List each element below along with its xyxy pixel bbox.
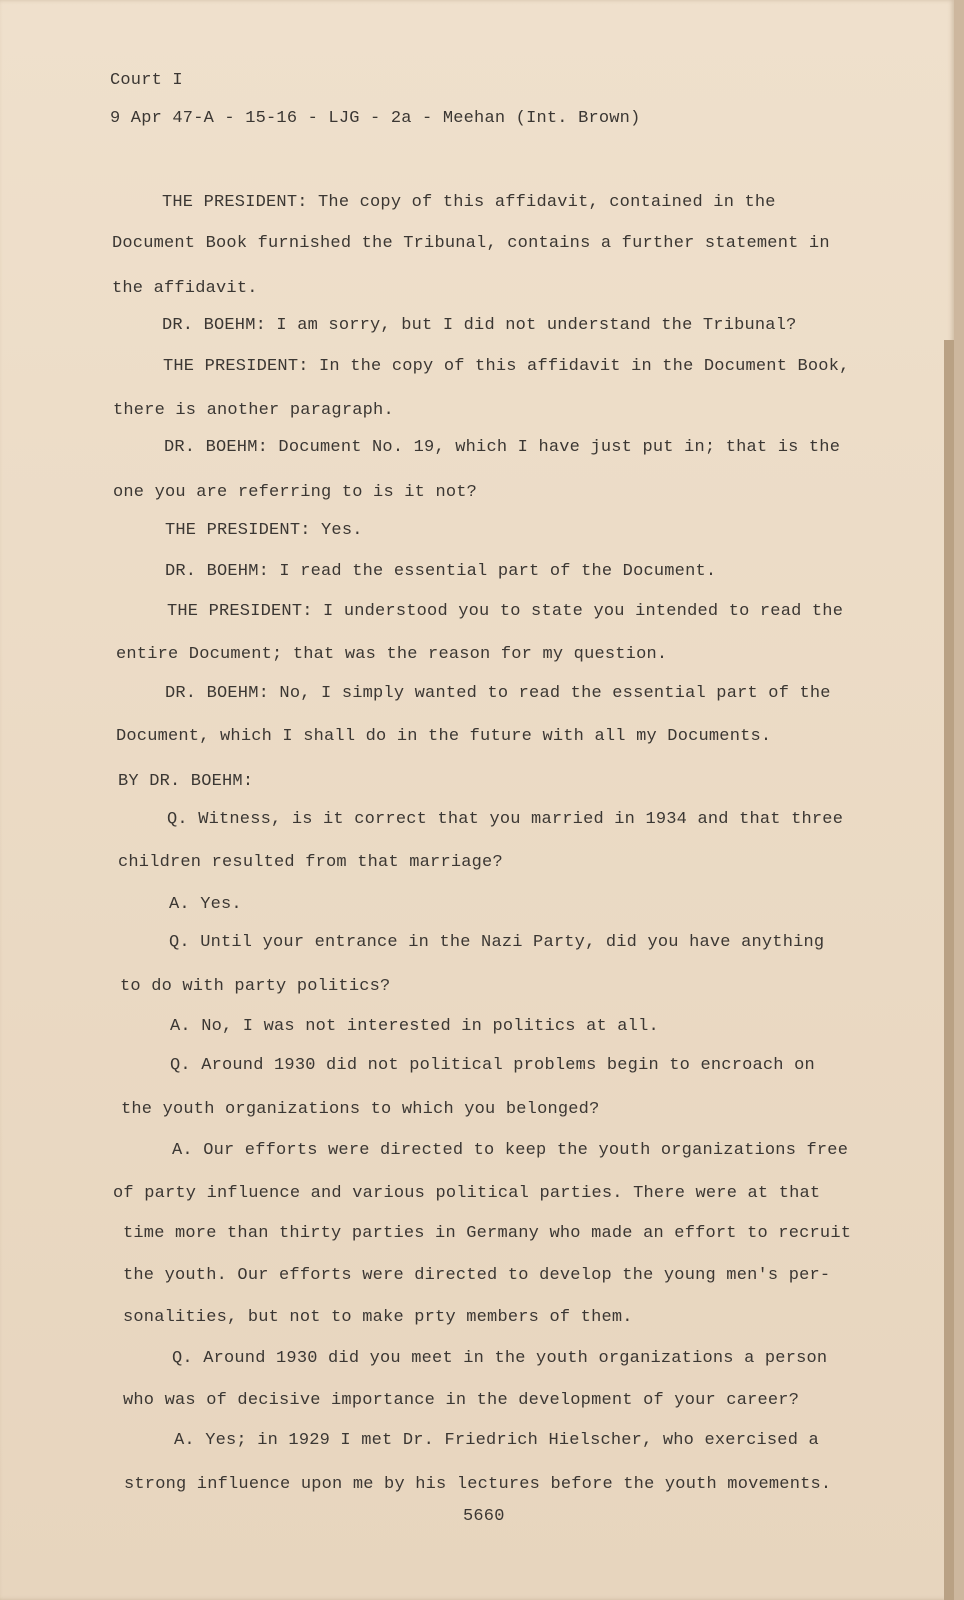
text-line: sonalities, but not to make prty members of them.: [123, 1308, 633, 1327]
text-line: THE PRESIDENT: Yes.: [165, 521, 363, 540]
text-line: THE PRESIDENT: I understood you to state you intended to read the: [167, 602, 844, 621]
text-line: there is another paragraph.: [113, 401, 394, 420]
text-line: A. Yes; in 1929 I met Dr. Friedrich Hielscher, who exercised a: [174, 1431, 819, 1450]
text-line: the youth organizations to which you belonged?: [121, 1100, 600, 1119]
text-line: who was of decisive importance in the development of your career?: [123, 1391, 800, 1410]
text-line: DR. BOEHM: I read the essential part of the Document.: [165, 562, 717, 581]
text-line: the youth. Our efforts were directed to develop the young men's per-: [123, 1266, 831, 1285]
text-line: to do with party politics?: [120, 977, 391, 996]
session-line: 9 Apr 47-A - 15-16 - LJG - 2a - Meehan (Int. Brown): [110, 109, 641, 128]
text-line: BY DR. BOEHM:: [118, 772, 254, 791]
text-line: of party influence and various political parties. There were at that: [113, 1184, 821, 1203]
text-line: Q. Around 1930 did not political problems begin to encroach on: [170, 1056, 815, 1075]
text-line: A. Our efforts were directed to keep the youth organizations free: [172, 1141, 849, 1160]
text-line: DR. BOEHM: No, I simply wanted to read the essential part of the: [165, 684, 831, 703]
text-line: Q. Until your entrance in the Nazi Party, did you have anything: [169, 933, 825, 952]
text-line: entire Document; that was the reason for my question.: [116, 645, 668, 664]
text-line: Document, which I shall do in the future with all my Documents.: [116, 727, 772, 746]
text-line: Q. Witness, is it correct that you married in 1934 and that three: [167, 810, 844, 829]
page-edge: [944, 340, 954, 1600]
text-line: the affidavit.: [112, 279, 258, 298]
text-line: children resulted from that marriage?: [118, 853, 503, 872]
text-line: THE PRESIDENT: The copy of this affidavit, contained in the: [162, 193, 776, 212]
text-line: Q. Around 1930 did you meet in the youth organizations a person: [172, 1349, 828, 1368]
text-line: time more than thirty parties in Germany who made an effort to recruit: [123, 1224, 852, 1243]
text-line: Document Book furnished the Tribunal, contains a further statement in: [112, 234, 830, 253]
court-label: Court I: [110, 71, 183, 90]
text-line: A. Yes.: [169, 895, 242, 914]
text-line: THE PRESIDENT: In the copy of this affidavit in the Document Book,: [163, 357, 850, 376]
page-number: 5660: [463, 1507, 505, 1526]
text-line: DR. BOEHM: Document No. 19, which I have just put in; that is the: [164, 438, 841, 457]
text-line: strong influence upon me by his lectures before the youth movements.: [124, 1475, 832, 1494]
text-line: DR. BOEHM: I am sorry, but I did not understand the Tribunal?: [162, 316, 797, 335]
text-line: A. No, I was not interested in politics at all.: [170, 1017, 659, 1036]
text-line: one you are referring to is it not?: [113, 483, 478, 502]
